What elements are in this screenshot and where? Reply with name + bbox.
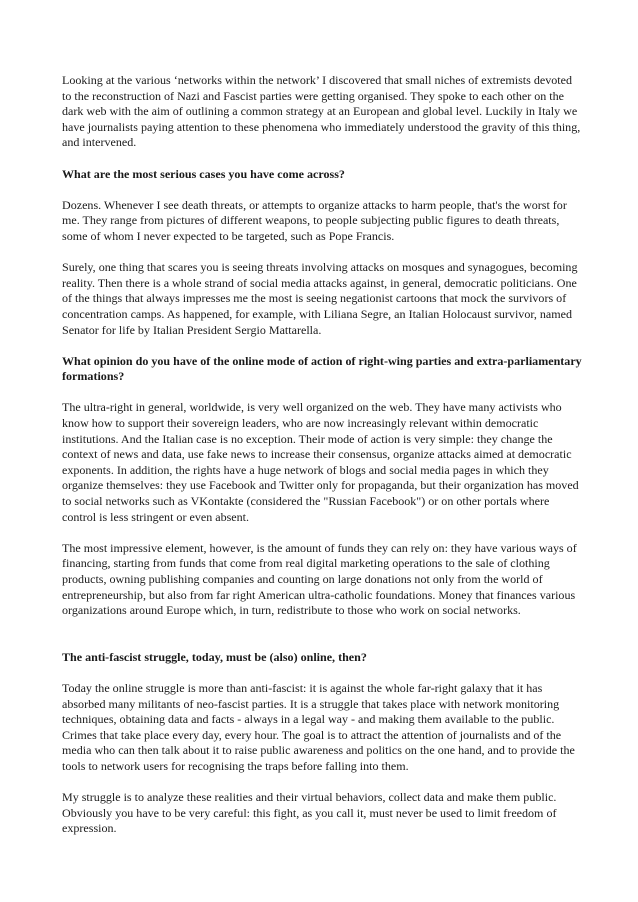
answer-paragraph: Today the online struggle is more than anti-fascist: it is against the whole far-right galaxy that it has absorbed many militants of neo-fascist parties. It is a struggle that takes place with network monitoring techniques, obtaining data and facts - always in a legal way - and making them available to the public. Crimes that take place every day, every hour. The goal is to attract the attention of journalists and of the media who can then talk about it to raise public awareness and politics on the one hand, and to provide the tools to network users for recognising the traps before falling into them. xyxy=(62,680,575,773)
answer-paragraph: Looking at the various ‘networks within the network’ I discovered that small niches of extremists devoted to the reconstruction of Nazi and Fascist parties were getting organised. They spoke to each other on the dark web with the aim of outlining a common strategy at an European and global level. Luckily in Italy we have journalists paying attention to these phenomena who immediately understood the gravity of this thing, and intervened. xyxy=(62,73,581,150)
question-heading: What are the most serious cases you have come across? xyxy=(62,166,345,181)
answer-paragraph: Dozens. Whenever I see death threats, or attempts to organize attacks to harm people, that's the worst for me. They range from pictures of different weapons, to people subjecting public figures to death threats, some of whom I never expected to be targeted, such as Pope Francis. xyxy=(62,197,567,243)
answer-paragraph: The most impressive element, however, is the amount of funds they can rely on: they have various ways of financing, starting from funds that come from real digital marketing operations to the sale of clothing products, owning publishing companies and counting on large donations not only from the world of entrepreneurship, but also from far right American ultra-catholic foundations. Money that finances various organizations around Europe which, in turn, redistribute to those who work on social networks. xyxy=(62,540,577,618)
question-heading: The anti-fascist struggle, today, must be (also) online, then? xyxy=(62,649,367,664)
question-heading: What opinion do you have of the online mode of action of right-wing parties and extra-parliamentary formations? xyxy=(62,353,582,384)
answer-paragraph: Surely, one thing that scares you is seeing threats involving attacks on mosques and synagogues, becoming reality. Then there is a whole strand of social media attacks against, in general, democratic politicians. One of the things that always impresses me the most is seeing negationist cartoons that mock the survivors of concentration camps. As happened, for example, with Liliana Segre, an Italian Holocaust survivor, named Senator for life by Italian President Sergio Mattarella. xyxy=(62,260,578,337)
answer-paragraph: My struggle is to analyze these realities and their virtual behaviors, collect data and make them public. Obviously you have to be very careful: this fight, as you call it, must never be used to limit freedom of expression. xyxy=(62,790,557,836)
answer-paragraph: The ultra-right in general, worldwide, is very well organized on the web. They have many activists who know how to support their sovereign leaders, who are now increasingly relevant within democratic institutions. And the Italian case is no exception. Their mode of action is very simple: they change the context of news and data, use fake news to increase their consensus, organize attacks aimed at democratic exponents. In addition, the rights have a huge network of blogs and social media pages in which they organize themselves: they use Facebook and Twitter only for propaganda, but their organization has moved to social networks such as VKontakte (considered the "Russian Facebook") or on other portals where control is less stringent or even absent. xyxy=(62,400,579,524)
